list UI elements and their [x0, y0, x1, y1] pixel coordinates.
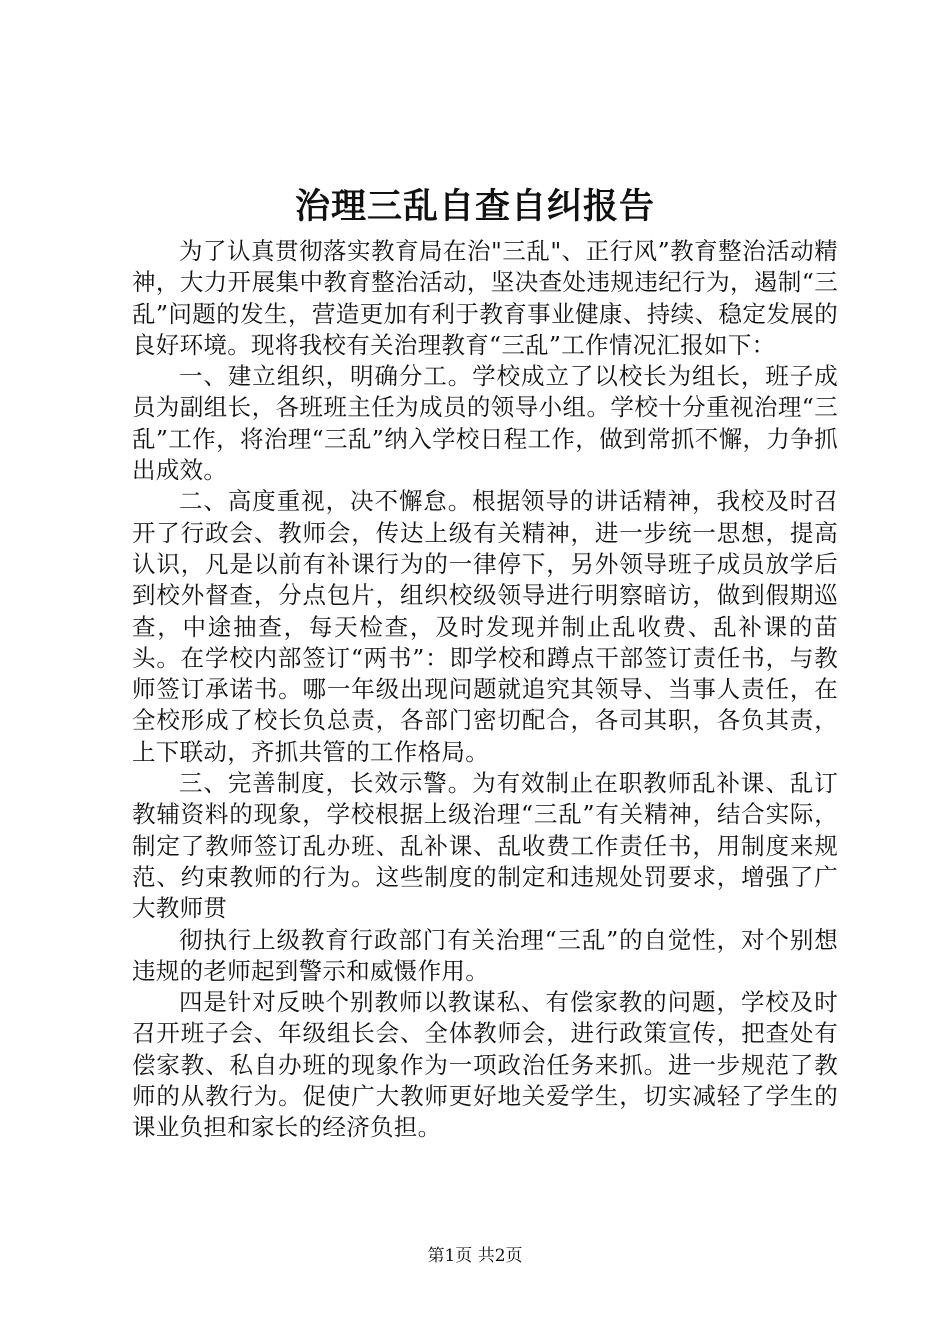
section-two-paragraph: 二、高度重视，决不懈怠。根据领导的讲话精神，我校及时召开了行政会、教师会，传达上级有关精神，进一步统一思想，提高认识，凡是以前有补课行为的一律停下，另外领导班子成员放学后到校外督查，分点包片，组织校级领导进行明察暗访，做到假期巡查，中途抽查，每天检查，及时发现并制止乱收费、乱补课的苗头。在学校内部签订“两书”：即学校和蹲点干部签订责任书，与教师签订承诺书。哪一年级出现问题就追究其领导、当事人责任，在全校形成了校长负总责，各部门密切配合，各司其职，各负其责，上下联动，齐抓共管的工作格局。 — [132, 487, 838, 766]
section-three-paragraph: 三、完善制度，长效示警。为有效制止在职教师乱补课、乱订教辅资料的现象，学校根据上级治理“三乱”有关精神，结合实际，制定了教师签订乱办班、乱补课、乱收费工作责任书，用制度来规范、约束教师的行为。这些制度的制定和违规处罚要求，增强了广大教师贯 — [132, 769, 838, 923]
section-four-paragraph: 四是针对反映个别教师以教谋私、有偿家教的问题，学校及时召开班子会、年级组长会、全体教师会，进行政策宣传，把查处有偿家教、私自办班的现象作为一项政治任务来抓。进一步规范了教师的从教行为。促使广大教师更好地关爱学生，切实减轻了学生的课业负担和家长的经济负担。 — [132, 988, 838, 1142]
section-three-continued-paragraph: 彻执行上级教育行政部门有关治理“三乱”的自觉性，对个别想违规的老师起到警示和威慑作用。 — [132, 925, 838, 985]
intro-paragraph: 为了认真贯彻落实教育局在治"三乱"、正行风”教育整治活动精神，大力开展集中教育整治活动，坚决查处违规违纪行为，遏制“三乱”问题的发生，营造更加有利于教育事业健康、持续、稳定发展的良好环境。现将我校有关治理教育“三乱”工作情况汇报如下： — [132, 237, 838, 359]
document-body — [132, 236, 838, 1144]
page-number-footer: 第1页 共2页 — [427, 1246, 523, 1266]
page-title: 治理三乱自查自纠报告 — [294, 186, 655, 227]
section-one-paragraph: 一、建立组织，明确分工。学校成立了以校长为组长，班子成员为副组长，各班班主任为成员的领导小组。学校十分重视治理“三乱”工作，将治理“三乱”纳入学校日程工作，做到常抓不懈，力争抓出成效。 — [132, 362, 838, 485]
